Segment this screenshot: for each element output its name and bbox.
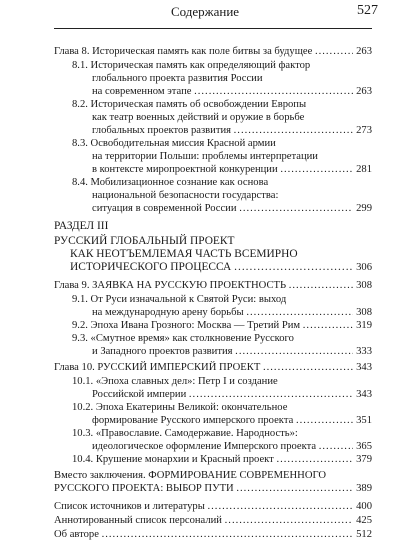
page-ref: 351 — [353, 414, 372, 427]
page-ref: 263 — [353, 85, 372, 98]
toc-8-2-line-1[interactable]: 8.2. Историческая память об освобождении Европы — [72, 99, 307, 110]
toc-conclusion-line-1[interactable]: Вместо заключения. ФОРМИРОВАНИЕ СОВРЕМЕННОГО — [54, 470, 326, 481]
toc-9-3-line-1[interactable]: 9.3. «Смутное время» как столкновение Русского — [72, 333, 294, 344]
toc-9-1-line-1[interactable]: 9.1. От Руси изначальной к Святой Руси: выход — [72, 294, 287, 305]
toc-10-1-line-1[interactable]: 10.1. «Эпоха славных дел»: Петр I и создание — [72, 376, 278, 387]
page-ref: 425 — [353, 514, 372, 527]
toc-10-3-line-1[interactable]: 10.3. «Православие. Самодержавие. Народность»: — [72, 428, 298, 439]
toc-9-1-line-2: на международную арену борьбы 308 ..... — [92, 306, 372, 319]
page-ref: 281 — [353, 163, 372, 176]
toc-chapter-9[interactable]: Глава 9. ЗАЯВКА НА РУССКУЮ ПРОЕКТНОСТЬ 308 ..... — [54, 279, 372, 292]
running-header-page-number: 527 — [357, 3, 378, 18]
toc-part-3-title-line-3: ИСТОРИЧЕСКОГО ПРОЦЕССА 306 ..... — [70, 261, 372, 274]
page-ref: 379 — [353, 453, 372, 466]
toc-10-2-line-1[interactable]: 10.2. Эпоха Екатерины Великой: окончательное — [72, 402, 288, 413]
toc-8-1-line-2: глобального проекта развития России — [92, 73, 263, 84]
toc-references[interactable]: Список источников и литературы 400 ..... — [54, 500, 372, 513]
toc-part-3-title-line-2: КАК НЕОТЪЕМЛЕМАЯ ЧАСТЬ ВСЕМИРНО — [70, 248, 298, 260]
toc-chapter-8[interactable]: Глава 8. Историческая память как поле битвы за будущее 263 ..... — [54, 45, 372, 58]
toc-10-4[interactable]: 10.4. Крушение монархии и Красный проект 379 ..... — [72, 453, 372, 466]
toc-10-1-line-2: Российской империи 343 ..... — [92, 388, 372, 401]
toc-8-2-line-3: глобальных проектов развития 273 ..... — [92, 124, 372, 137]
page-ref: 400 — [353, 500, 372, 513]
running-header-title: Содержание — [170, 4, 240, 19]
page-ref: 365 — [353, 440, 372, 453]
toc-conclusion-line-2: РУССКОГО ПРОЕКТА: ВЫБОР ПУТИ 389 ..... — [54, 482, 372, 495]
toc-8-3-line-1[interactable]: 8.3. Освободительная миссия Красной армии — [72, 138, 276, 149]
toc-about-author[interactable]: Об авторе 512 ..... — [54, 528, 372, 541]
page-ref: 343 — [353, 388, 372, 401]
page-ref: 308 — [353, 279, 372, 292]
toc-9-2[interactable]: 9.2. Эпоха Ивана Грозного: Москва — Третий Рим 319 ..... — [72, 319, 372, 332]
toc-8-1-line-1[interactable]: 8.1. Историческая память как определяющий фактор — [72, 60, 311, 71]
page-ref: 263 — [353, 45, 372, 58]
toc-9-3-line-2: и Западного проектов развития 333 ..... — [92, 345, 372, 358]
header-rule — [54, 28, 372, 29]
toc-8-4-line-2: национальной безопасности государства: — [92, 190, 279, 201]
toc-8-4-line-1[interactable]: 8.4. Мобилизационное сознание как основа — [72, 177, 269, 188]
toc-10-2-line-2: формирование Русского имперского проекта 351 ..... — [92, 414, 372, 427]
toc-8-2-line-2: как театр военных действий и оружие в борьбе — [92, 112, 305, 123]
toc-part-3-title-line-1[interactable]: РУССКИЙ ГЛОБАЛЬНЫЙ ПРОЕКТ — [54, 235, 235, 247]
toc-8-4-line-3: ситуация в современной России 299 ..... — [92, 202, 372, 215]
toc-8-1-line-3: на современном этапе 263 ..... — [92, 85, 372, 98]
page-ref: 319 — [353, 319, 372, 332]
toc-chapter-10[interactable]: Глава 10. РУССКИЙ ИМПЕРСКИЙ ПРОЕКТ 343 ..... — [54, 361, 372, 374]
toc-persons-list[interactable]: Аннотированный список персоналий 425 ..... — [54, 514, 372, 527]
toc-part-3-label: РАЗДЕЛ III — [54, 220, 109, 232]
toc-10-3-line-2: идеологическое оформление Имперского проекта 365 ..... — [92, 440, 372, 453]
page-ref: 299 — [353, 202, 372, 215]
page-ref: 389 — [353, 482, 372, 495]
page-ref: 343 — [353, 361, 372, 374]
page-ref: 512 — [353, 528, 372, 541]
toc-8-3-line-3: в контексте миропроектной конкуренции 281 ..... — [92, 163, 372, 176]
page-ref: 308 — [353, 306, 372, 319]
page-ref: 273 — [353, 124, 372, 137]
page-ref: 333 — [353, 345, 372, 358]
toc-8-3-line-2: на территории Польши: проблемы интерпретации — [92, 151, 318, 162]
page-ref: 306 — [353, 261, 372, 274]
